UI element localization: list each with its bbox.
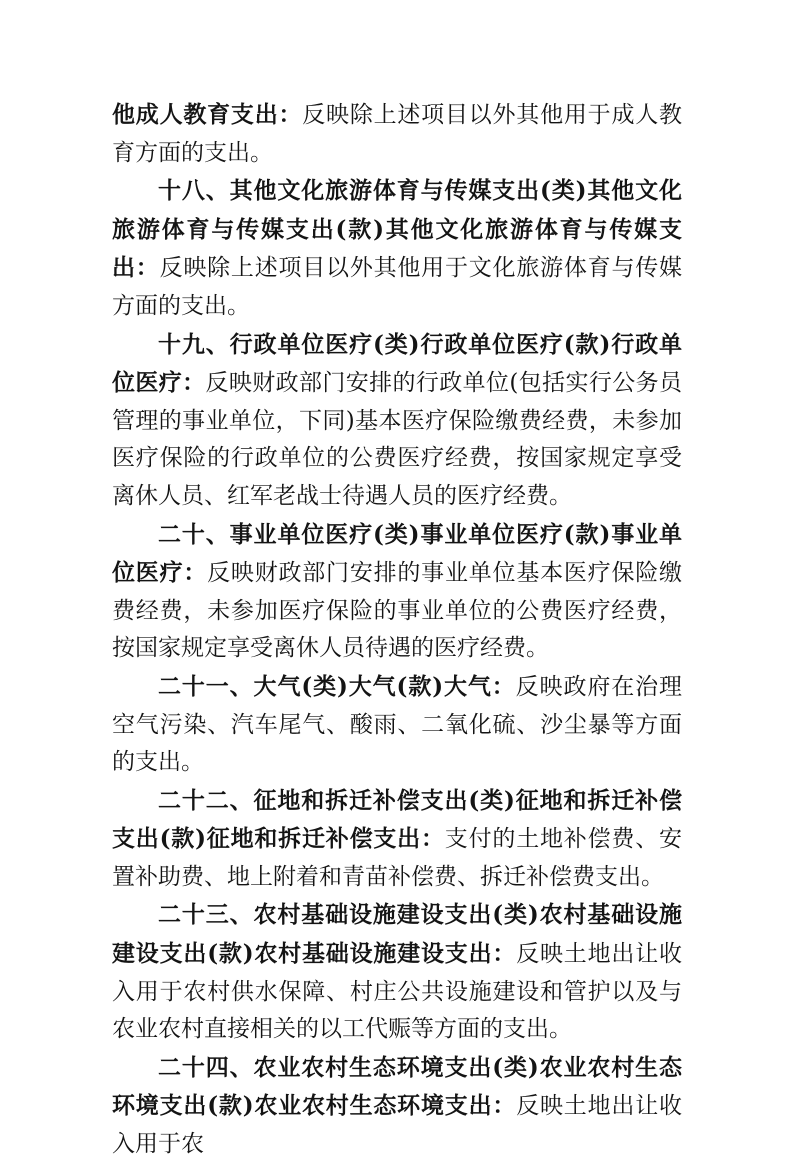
paragraph-23-rural-infrastructure-construction	[112, 896, 682, 1048]
paragraph-continuation-other-adult-education	[112, 96, 682, 172]
paragraph-22-land-requisition-demolition-compensation	[112, 782, 682, 897]
paragraph-20-public-institution-medical	[112, 516, 682, 668]
paragraph-body: 反映财政部门安排的事业单位基本医疗保险缴费经费，未参加医疗保险的事业单位的公费医疗经费，按国家规定享受离休人员待遇的医疗经费。	[112, 560, 683, 662]
paragraph-body: 反映土地出让收入用于农	[112, 1093, 683, 1158]
paragraph-body: 反映除上述项目以外其他用于文化旅游体育与传媒方面的支出。	[112, 255, 683, 319]
document-text-block	[112, 96, 682, 1164]
paragraph-body: 支付的土地补偿费、安置补助费、地上附着和青苗补偿费、拆迁补偿费支出。	[112, 826, 683, 890]
paragraph-18-other-culture-tourism-sports-media	[112, 172, 682, 325]
paragraph-19-admin-unit-medical	[112, 326, 682, 516]
paragraph-heading: 二十三、农村基础设施建设支出(类)农村基础设施建设支出(款)农村基础设施建设支出：	[112, 901, 682, 968]
paragraph-heading: 二十二、征地和拆迁补偿支出(类)征地和拆迁补偿支出(款)征地和拆迁补偿支出：	[112, 786, 682, 853]
paragraph-heading: 二十一、大气(类)大气(款)大气：	[158, 672, 516, 700]
paragraph-body: 反映除上述项目以外其他用于成人教育方面的支出。	[112, 102, 683, 166]
paragraph-body: 反映财政部门安排的行政单位(包括实行公务员管理的事业单位，下同)基本医疗保险缴费经费，未参加医疗保险的行政单位的公费医疗经费，按国家规定享受离休人员、红军老战士待遇人员的医疗经费。	[112, 370, 683, 509]
paragraph-21-atmosphere	[112, 668, 682, 782]
paragraph-24-agriculture-rural-eco-environment	[112, 1049, 682, 1164]
paragraph-heading: 二十、事业单位医疗(类)事业单位医疗(款)事业单位医疗：	[112, 520, 682, 587]
paragraph-heading: 十九、行政单位医疗(类)行政单位医疗(款)行政单位医疗：	[112, 330, 682, 397]
paragraph-heading: 二十四、农业农村生态环境支出(类)农业农村生态环境支出(款)农业农村生态环境支出：	[112, 1053, 682, 1120]
paragraph-heading: 他成人教育支出：	[112, 101, 303, 128]
paragraph-body: 反映土地出让收入用于农村供水保障、村庄公共设施建设和管护以及与农业农村直接相关的以工代赈等方面的支出。	[112, 941, 683, 1043]
paragraph-body: 反映政府在治理空气污染、汽车尾气、酸雨、二氧化硫、沙尘暴等方面的支出。	[112, 673, 683, 776]
paragraph-heading: 十八、其他文化旅游体育与传媒支出(类)其他文化旅游体育与传媒支出(款)其他文化旅游体育与传媒支出：	[112, 177, 682, 282]
